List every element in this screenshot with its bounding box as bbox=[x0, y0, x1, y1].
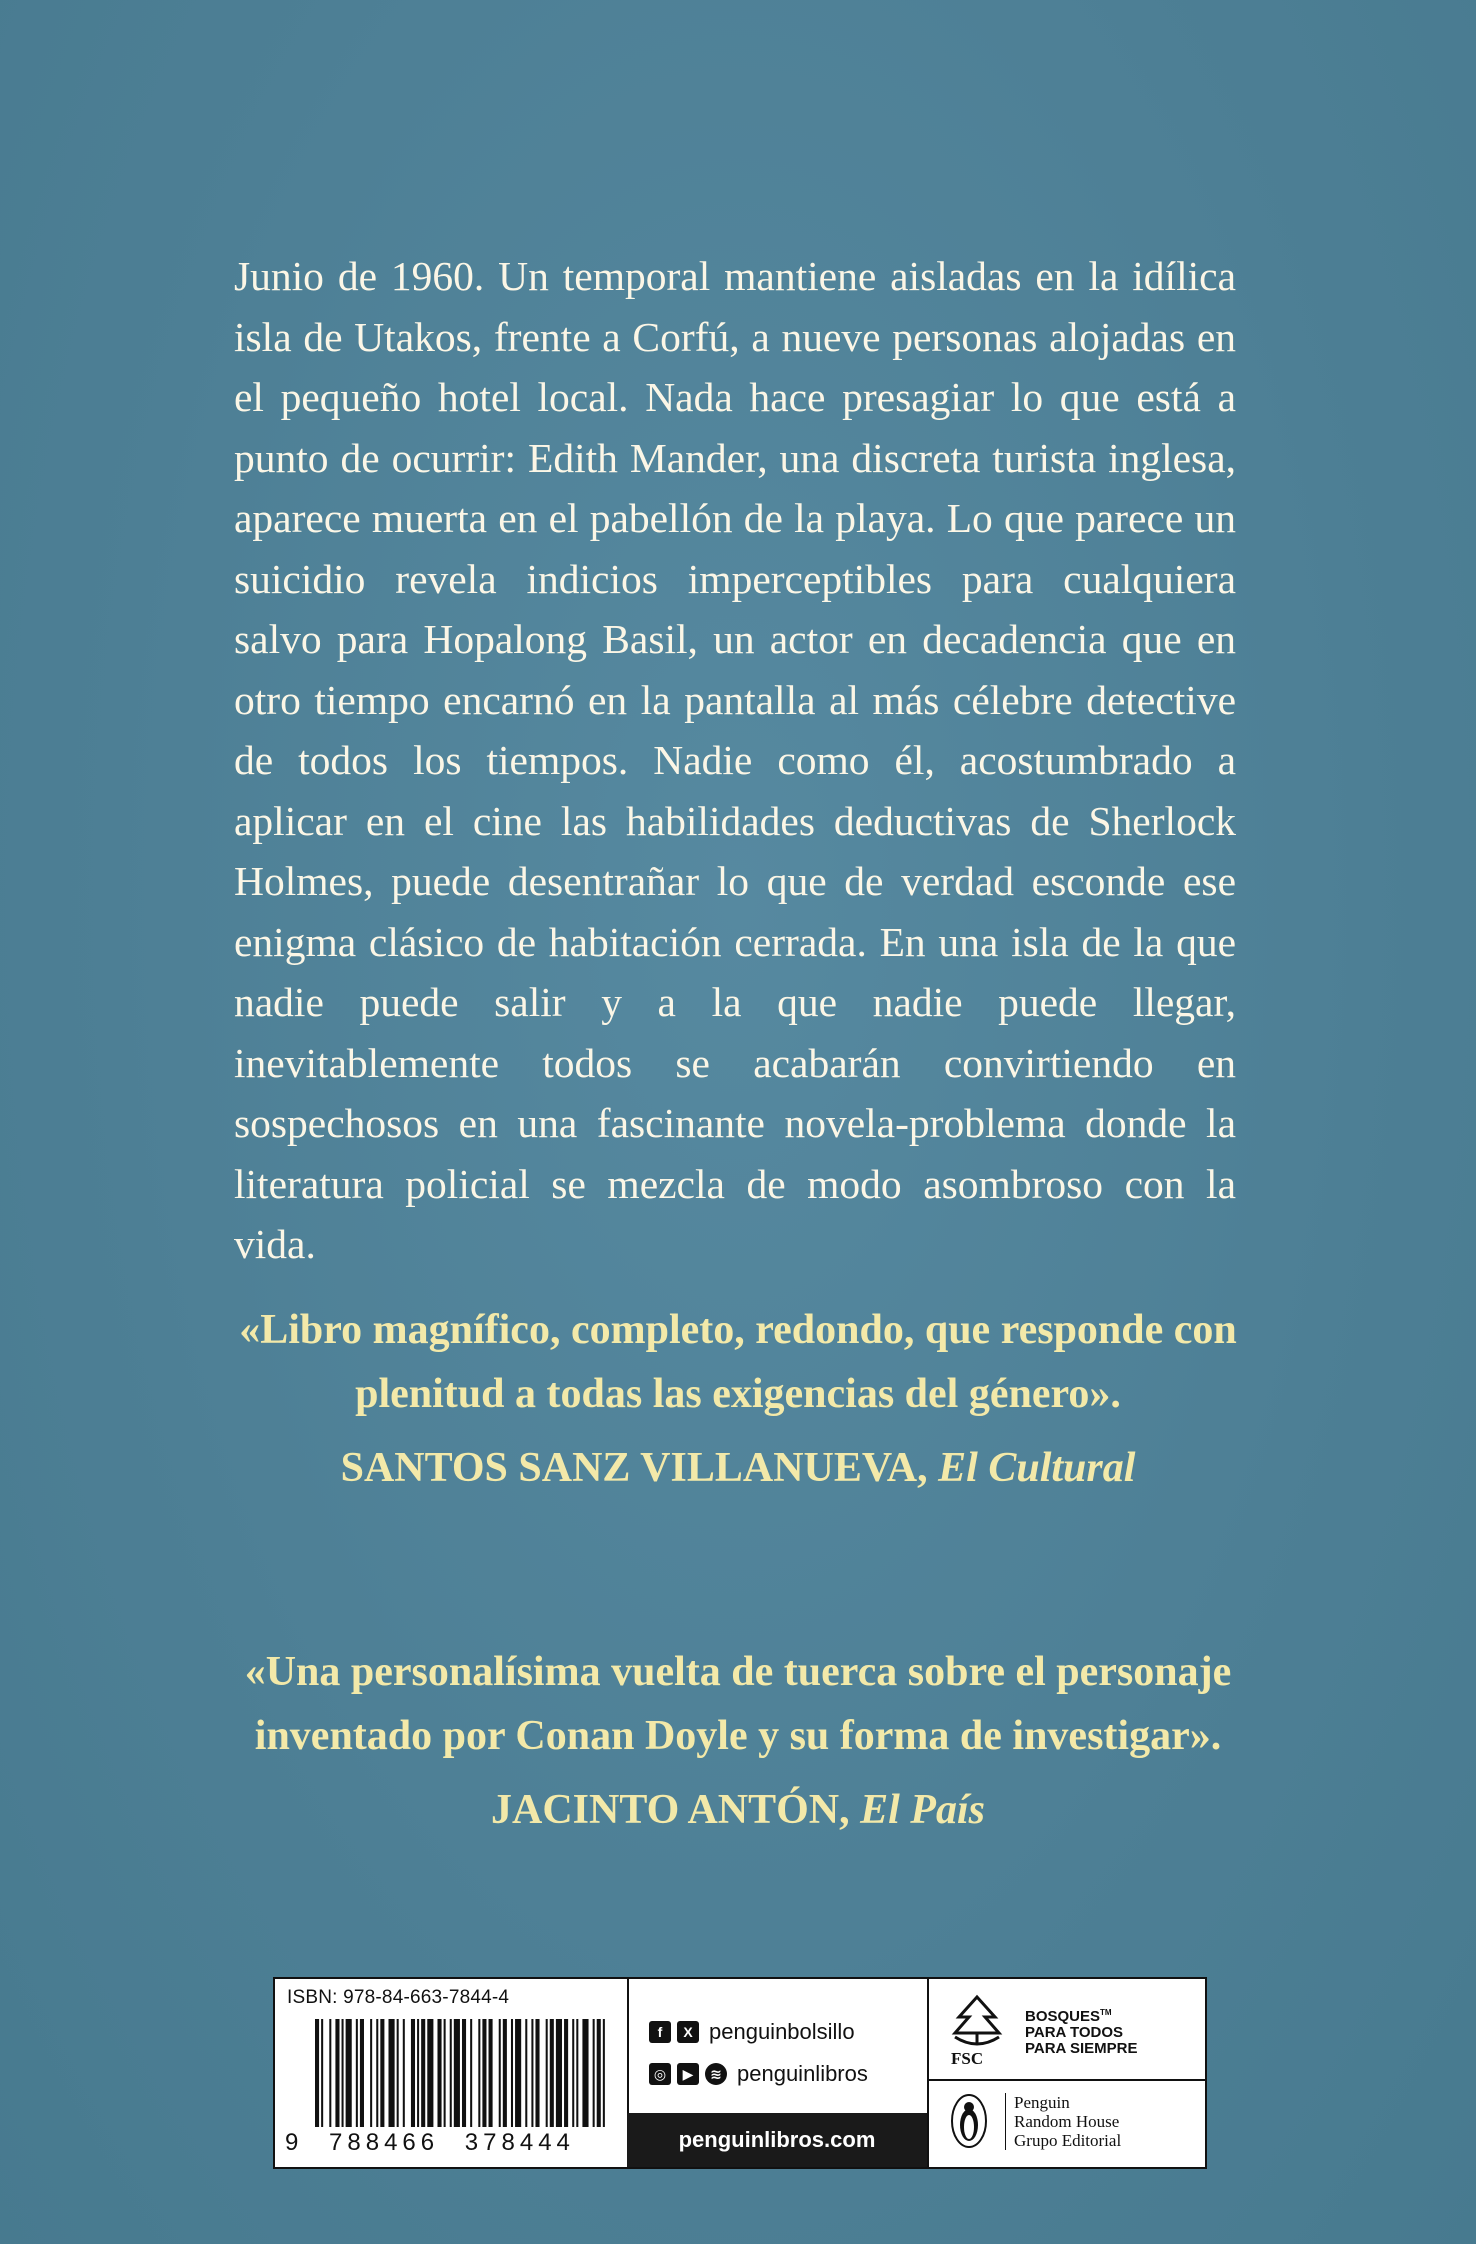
barcode-digits bbox=[285, 2129, 625, 2157]
quote-attribution bbox=[180, 1778, 1296, 1842]
barcode-bar bbox=[315, 2019, 319, 2127]
spotify-icon: ≋ bbox=[705, 2063, 727, 2085]
barcode-digit-group-2: 378444 bbox=[464, 2129, 575, 2156]
barcode-bar bbox=[356, 2019, 358, 2127]
barcode-bar bbox=[525, 2019, 527, 2127]
fsc-slogan-line-1: BOSQUES bbox=[1025, 2008, 1101, 2025]
info-box bbox=[273, 1977, 1207, 2169]
social-row-2 bbox=[649, 2061, 868, 2087]
barcode-bar bbox=[564, 2019, 568, 2127]
social-handle-1: penguinbolsillo bbox=[709, 2019, 855, 2044]
review-quote-1 bbox=[180, 1298, 1296, 1500]
synopsis-text bbox=[234, 246, 1236, 1275]
fsc-trademark: TM bbox=[1100, 2008, 1112, 2017]
barcode-bar bbox=[515, 2019, 521, 2127]
barcode-bar bbox=[376, 2019, 378, 2127]
publisher-panel bbox=[929, 2081, 1205, 2167]
barcode-icon bbox=[315, 2019, 611, 2127]
social-handle-2: penguinlibros bbox=[737, 2061, 868, 2086]
barcode-bar bbox=[489, 2019, 493, 2127]
x-icon: X bbox=[677, 2021, 699, 2043]
fsc-panel bbox=[929, 1979, 1205, 2081]
quote-text: «Libro magnífico, completo, redondo, que responde con plenitud a todas las exigencias del género». bbox=[239, 1307, 1237, 1417]
barcode-bar bbox=[503, 2019, 507, 2127]
youtube-icon: ▶ bbox=[677, 2063, 699, 2085]
barcode-bar bbox=[511, 2019, 513, 2127]
barcode-digit-lead: 9 bbox=[285, 2129, 304, 2156]
barcode-bar bbox=[360, 2019, 364, 2127]
barcode-bar bbox=[335, 2019, 339, 2127]
barcode-bar bbox=[499, 2019, 501, 2127]
barcode-bar bbox=[427, 2019, 433, 2127]
barcode-bar bbox=[403, 2019, 405, 2127]
publisher-name bbox=[1005, 2093, 1121, 2150]
barcode-bar bbox=[556, 2019, 562, 2127]
barcode-bar bbox=[478, 2019, 480, 2127]
barcode-bar bbox=[411, 2019, 415, 2127]
barcode-bar bbox=[346, 2019, 352, 2127]
barcode-digit-group-1: 788466 bbox=[329, 2129, 440, 2156]
barcode-bar bbox=[546, 2019, 548, 2127]
social-row-1 bbox=[649, 2019, 855, 2045]
fsc-label: FSC bbox=[951, 2049, 984, 2068]
quote-author: SANTOS SANZ VILLANUEVA, bbox=[340, 1445, 928, 1491]
quote-attribution bbox=[180, 1436, 1296, 1500]
instagram-icon: ◎ bbox=[649, 2063, 671, 2085]
quote-source: El Cultural bbox=[938, 1445, 1136, 1491]
publisher-line-2: Random House bbox=[1014, 2112, 1120, 2131]
fsc-slogan bbox=[1025, 2005, 1138, 2057]
barcode-bar bbox=[470, 2019, 472, 2127]
quote-source: El País bbox=[860, 1787, 985, 1833]
barcode-bar bbox=[582, 2019, 588, 2127]
website-link[interactable]: penguinlibros.com bbox=[627, 2113, 927, 2167]
barcode-bar bbox=[321, 2019, 323, 2127]
barcode-bar bbox=[450, 2019, 452, 2127]
barcode-bar bbox=[454, 2019, 460, 2127]
barcode-bar bbox=[380, 2019, 384, 2127]
barcode-bar bbox=[603, 2019, 605, 2127]
review-quote-2 bbox=[180, 1640, 1296, 1842]
barcode-bar bbox=[576, 2019, 578, 2127]
fsc-slogan-line-2: PARA TODOS bbox=[1025, 2024, 1124, 2041]
barcode-bar bbox=[342, 2019, 344, 2127]
barcode-bar bbox=[597, 2019, 601, 2127]
publisher-line-3: Grupo Editorial bbox=[1014, 2131, 1122, 2150]
barcode-bar bbox=[417, 2019, 419, 2127]
barcode-bar bbox=[593, 2019, 595, 2127]
barcode-bar bbox=[531, 2019, 533, 2127]
barcode-bar bbox=[550, 2019, 554, 2127]
barcode-bar bbox=[437, 2019, 441, 2127]
penguin-icon bbox=[949, 2093, 989, 2149]
barcode-bar bbox=[329, 2019, 331, 2127]
publisher-line-1: Penguin bbox=[1014, 2093, 1070, 2112]
facebook-icon: f bbox=[649, 2021, 671, 2043]
fsc-tree-icon bbox=[949, 1993, 1005, 2053]
barcode-bar bbox=[572, 2019, 574, 2127]
isbn-label: ISBN: 978-84-663-7844-4 bbox=[287, 1987, 510, 2008]
barcode-bar bbox=[535, 2019, 539, 2127]
fsc-slogan-line-3: PARA SIEMPRE bbox=[1025, 2040, 1138, 2057]
synopsis-paragraph: Junio de 1960. Un temporal mantiene aisladas en la idílica isla de Utakos, frente a Corfú, a nueve personas alojadas en el pequeño hotel local. Nada hace presagiar lo que está a punto de ocurrir: Edith Mander, una discreta turista inglesa, aparece muerta en el pabellón de la playa. Lo que parece un suicidio revela indicios imperceptibles para cualquiera salvo para Hopalong Basil, un actor en decadencia que en otro tiempo encarnó en la pantalla al más célebre detective de todos los tiempos. Nadie como él, acostumbrado a aplicar en el cine las habilidades deductivas de Sherlock Holmes, puede desentrañar lo que de verdad esconde ese enigma clásico de habitación cerrada. En una isla de la que nadie puede salir y a la que nadie puede llegar, inevitablemente todos se acabarán convirtiendo en sospechosos en una fascinante novela-problema donde la literatura policial se mezcla de modo asombroso con la vida. bbox=[234, 253, 1236, 1267]
social-panel bbox=[627, 1979, 929, 2167]
quote-author: JACINTO ANTÓN, bbox=[491, 1787, 850, 1833]
barcode-bar bbox=[397, 2019, 399, 2127]
barcode-bar bbox=[370, 2019, 372, 2127]
barcode-bar bbox=[462, 2019, 466, 2127]
quote-text: «Una personalísima vuelta de tuerca sobre el personaje inventado por Conan Doyle y su forma de investigar». bbox=[244, 1649, 1232, 1759]
barcode-panel bbox=[275, 1979, 629, 2167]
barcode-bar bbox=[421, 2019, 425, 2127]
barcode-bar bbox=[482, 2019, 486, 2127]
barcode-bar bbox=[444, 2019, 446, 2127]
barcode-bar bbox=[388, 2019, 394, 2127]
